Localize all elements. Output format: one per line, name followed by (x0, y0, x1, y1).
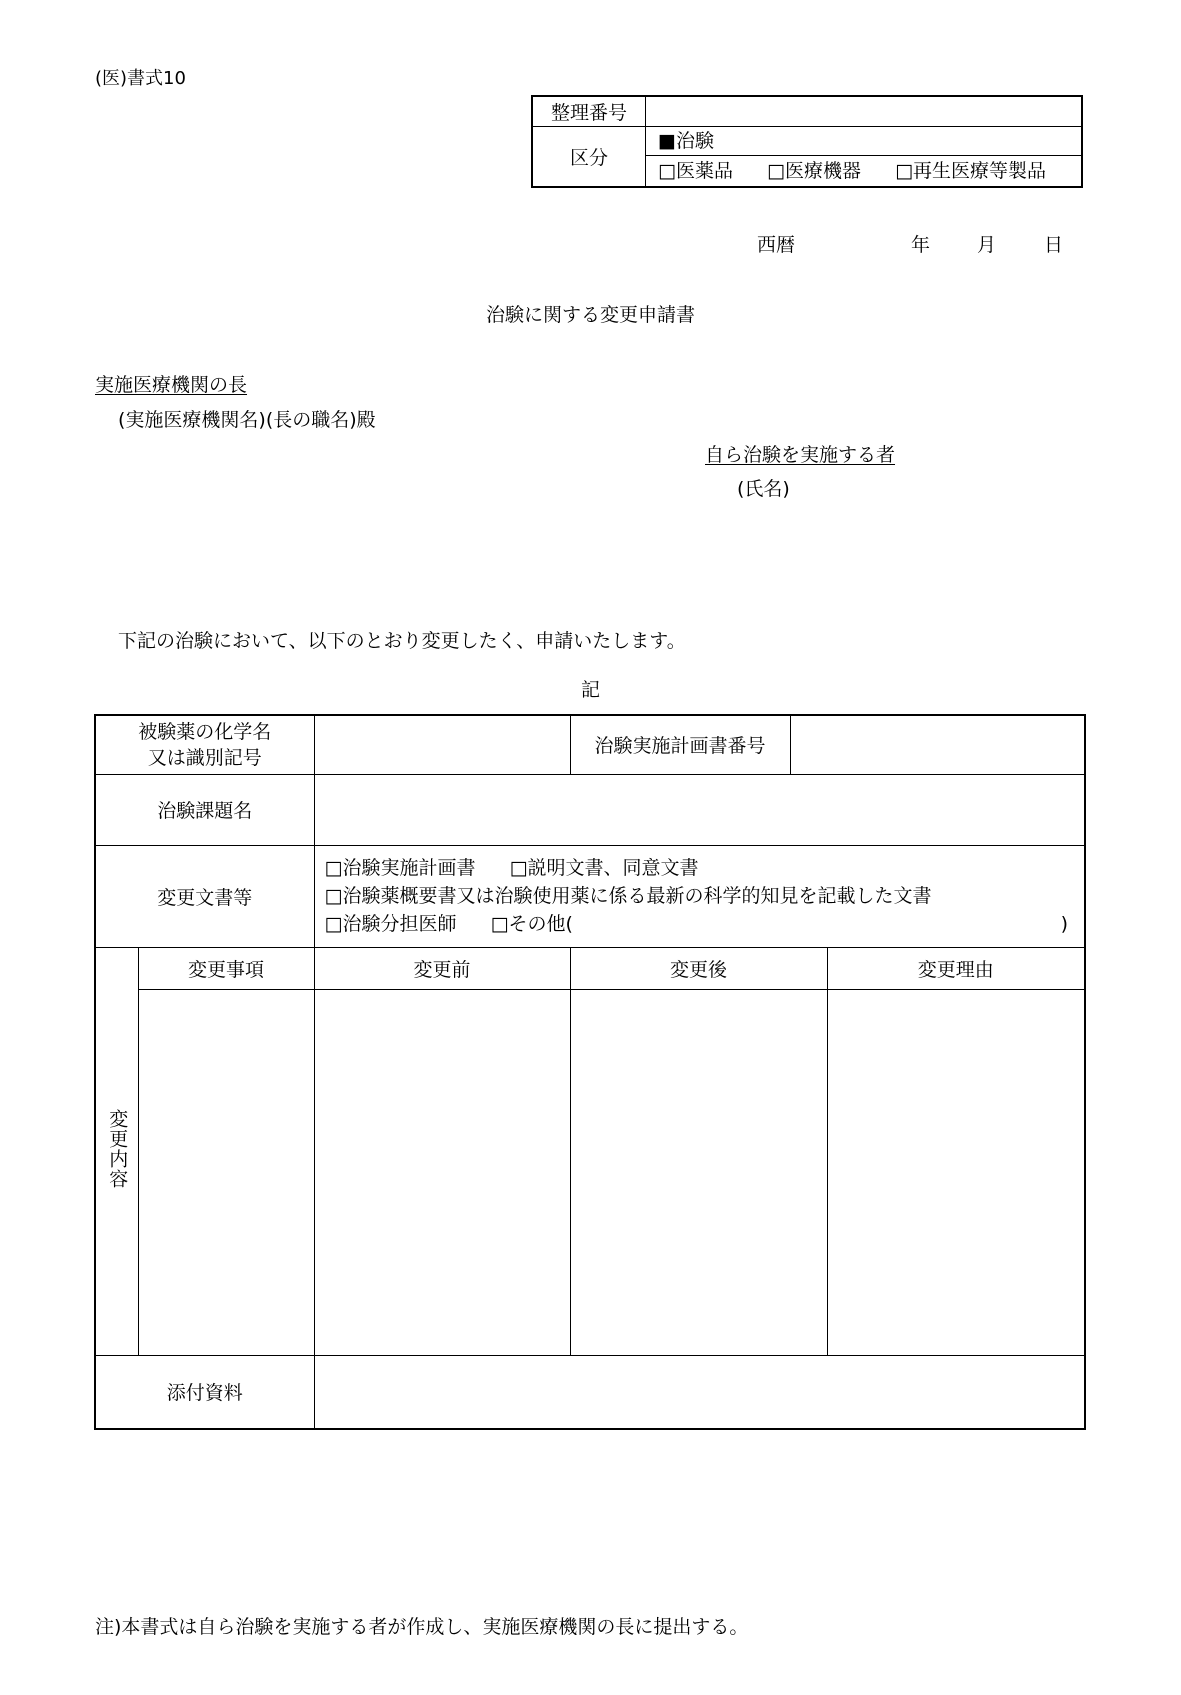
recipient-title: 実施医療機関の長 (95, 374, 248, 396)
change-reason-field[interactable] (827, 989, 1085, 1355)
change-reason-header: 変更理由 (827, 947, 1085, 989)
changed-docs-label: 変更文書等 (95, 845, 314, 947)
recipient-institution: (実施医療機関名)(長の職名)殿 (118, 409, 376, 431)
admin-box (531, 95, 1083, 188)
other-checkbox[interactable]: □その他( (490, 913, 573, 935)
protocol-number-field[interactable] (790, 715, 1085, 774)
change-item-field[interactable] (138, 989, 314, 1355)
footnote: 注)本書式は自ら治験を実施する者が作成し、実施医療機関の長に提出する。 (95, 1616, 749, 1638)
protocol-checkbox[interactable]: □治験実施計画書 (324, 857, 476, 879)
change-item-header: 変更事項 (138, 947, 314, 989)
document-title: 治験に関する変更申請書 (485, 304, 695, 326)
trial-subject-label: 治験課題名 (95, 774, 314, 845)
protocol-number-label: 治験実施計画書番号 (570, 715, 790, 774)
change-before-field[interactable] (314, 989, 570, 1355)
main-table (94, 714, 1086, 1430)
change-content-label (95, 947, 138, 1355)
pharma-checkbox[interactable]: □医薬品 (658, 159, 733, 182)
category-options (646, 126, 1083, 187)
date-day: 日 (1044, 234, 1064, 256)
drug-name-field[interactable] (314, 715, 570, 774)
drug-name-label-line1: 被験薬の化学名 (138, 720, 272, 743)
trial-checkbox[interactable]: ■治験 (658, 129, 714, 152)
ki-heading: 記 (580, 679, 600, 701)
changed-docs-options (314, 845, 1085, 947)
change-before-header: 変更前 (314, 947, 570, 989)
attachments-field[interactable] (314, 1355, 1085, 1429)
form-code: (医)書式10 (95, 68, 186, 89)
date-month: 月 (977, 234, 997, 256)
ref-number-field[interactable] (646, 96, 1083, 126)
applicant-name: (氏名) (737, 478, 790, 500)
brochure-checkbox[interactable]: □治験薬概要書又は治験使用薬に係る最新の科学的知見を記載した文書 (324, 885, 932, 907)
attachments-label: 添付資料 (95, 1355, 314, 1429)
category-label: 区分 (532, 126, 646, 187)
intro-text: 下記の治験において、以下のとおり変更したく、申請いたします。 (118, 630, 686, 652)
ref-number-label: 整理番号 (532, 96, 646, 126)
date-era: 西暦 (757, 234, 796, 256)
other-close-paren: ) (1060, 913, 1069, 935)
sub-investigator-checkbox[interactable]: □治験分担医師 (324, 913, 457, 935)
change-after-field[interactable] (570, 989, 827, 1355)
regenerative-checkbox[interactable]: □再生医療等製品 (895, 159, 1047, 182)
trial-subject-field[interactable] (314, 774, 1085, 845)
date-year: 年 (911, 234, 931, 256)
drug-name-label-line2: 又は識別記号 (147, 746, 262, 769)
drug-name-label (95, 715, 314, 774)
applicant-label: 自ら治験を実施する者 (705, 444, 896, 466)
change-content-label-text: 変更内容 (106, 1108, 129, 1189)
device-checkbox[interactable]: □医療機器 (767, 159, 861, 182)
consent-checkbox[interactable]: □説明文書、同意文書 (509, 857, 699, 879)
change-after-header: 変更後 (570, 947, 827, 989)
